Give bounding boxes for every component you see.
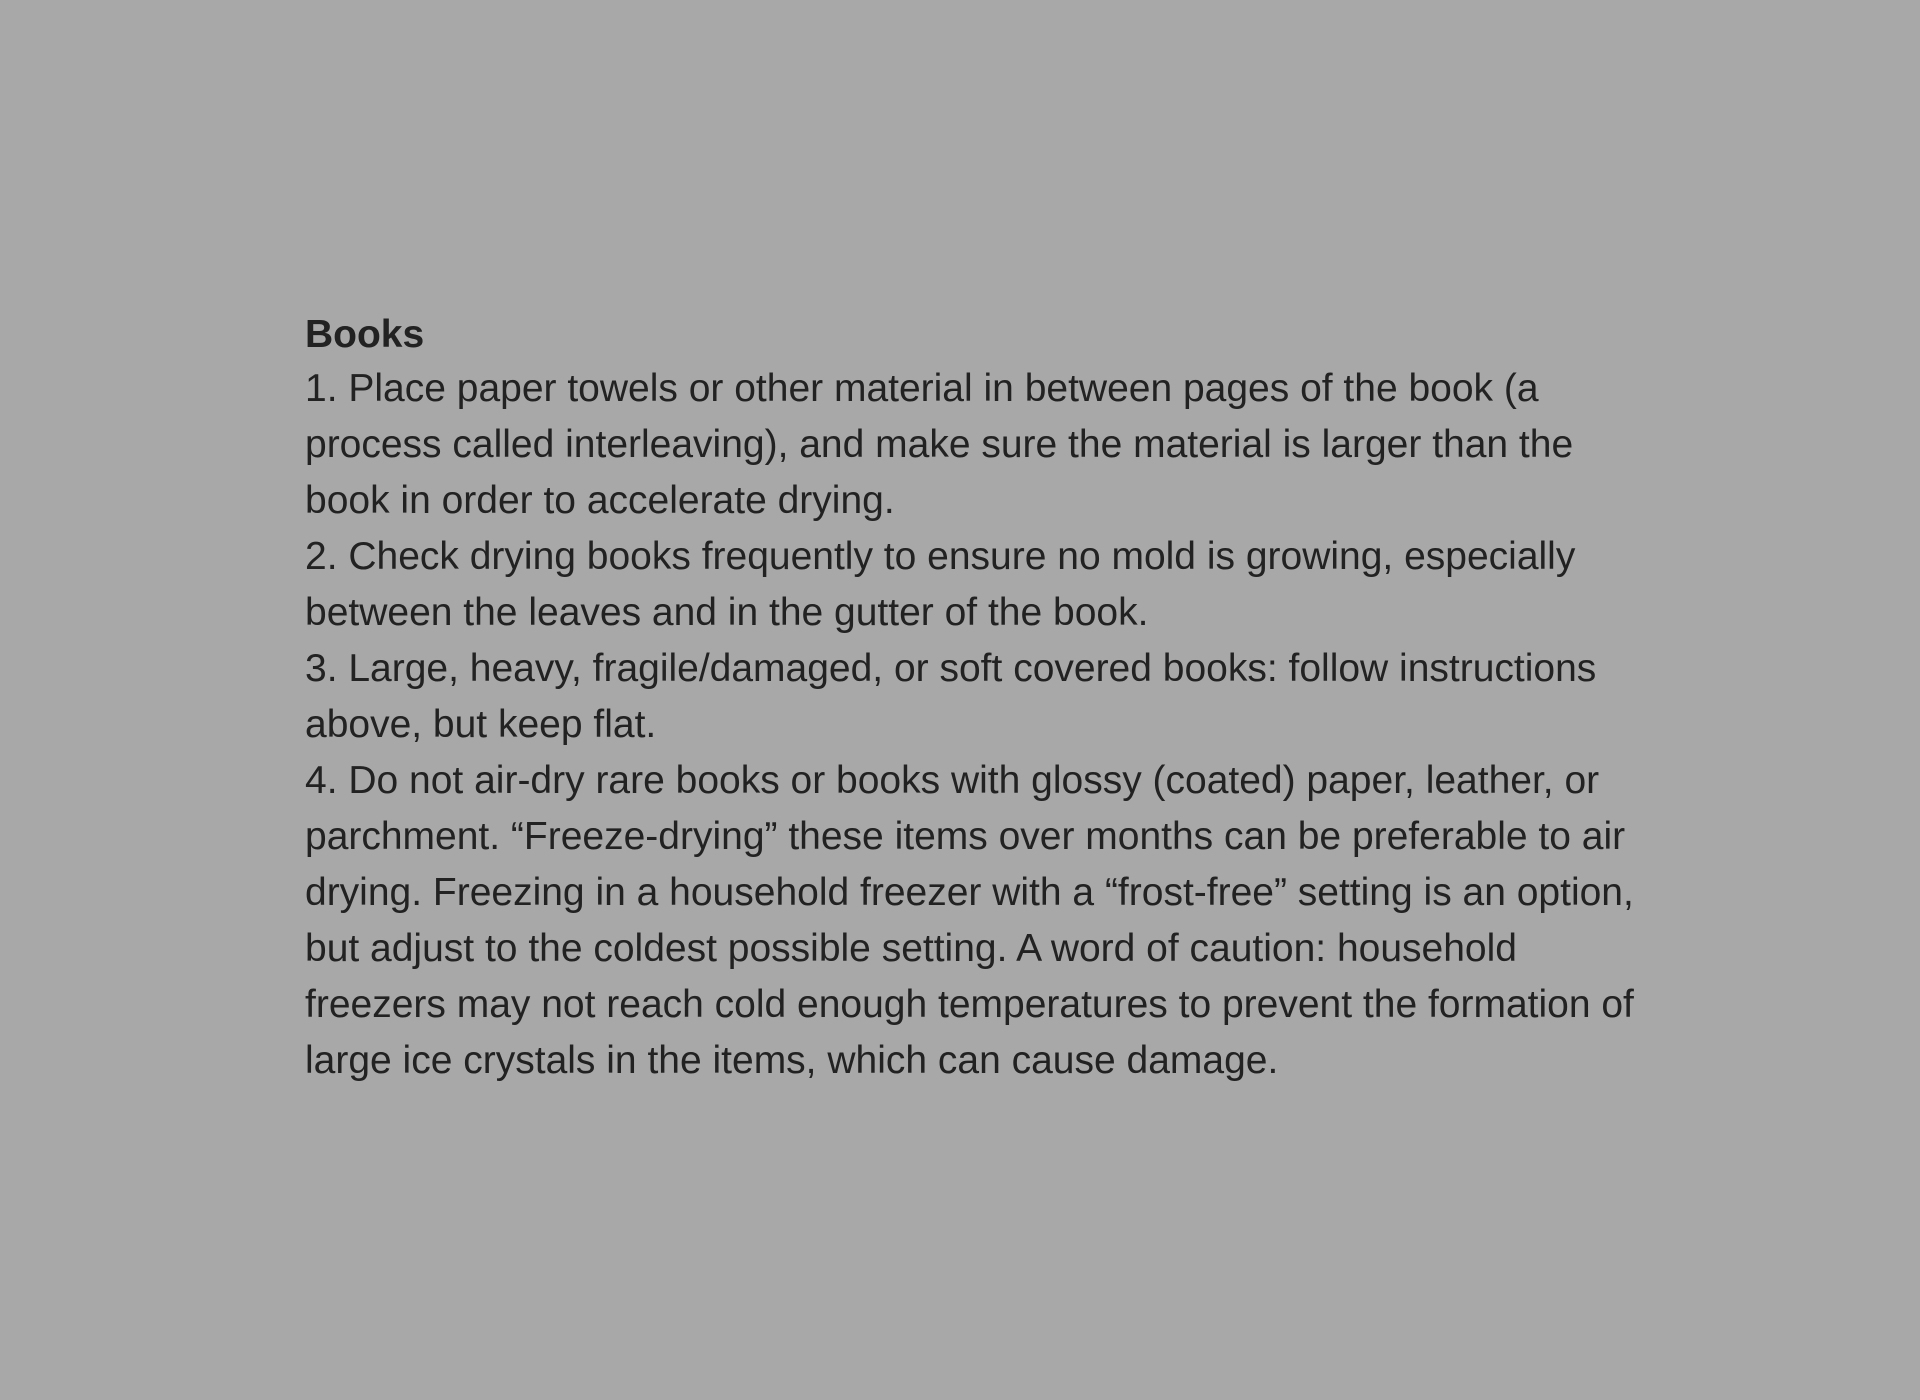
instruction-step-2: 2. Check drying books frequently to ensure no mold is growing, especially between the leaves and in the gutter of the book.	[305, 535, 1576, 634]
page-title: Books	[305, 313, 425, 356]
instruction-step-1: 1. Place paper towels or other material in between pages of the book (a process called interleaving), and make sure the material is larger than the book in order to accelerate drying.	[305, 367, 1574, 522]
document-body	[305, 309, 1635, 1089]
instruction-list	[305, 361, 1635, 1089]
instruction-step-3: 3. Large, heavy, fragile/damaged, or soft covered books: follow instructions above, but keep flat.	[305, 647, 1597, 746]
instruction-step-4: 4. Do not air-dry rare books or books with glossy (coated) paper, leather, or parchment. “Freeze-drying” these items over months can be preferable to air drying. Freezing in a household freezer with a “frost-free” setting is an option, but adjust to the coldest possible setting. A word of caution: household freezers may not reach cold enough temperatures to prevent the formation of large ice crystals in the items, which can cause damage.	[305, 759, 1634, 1082]
